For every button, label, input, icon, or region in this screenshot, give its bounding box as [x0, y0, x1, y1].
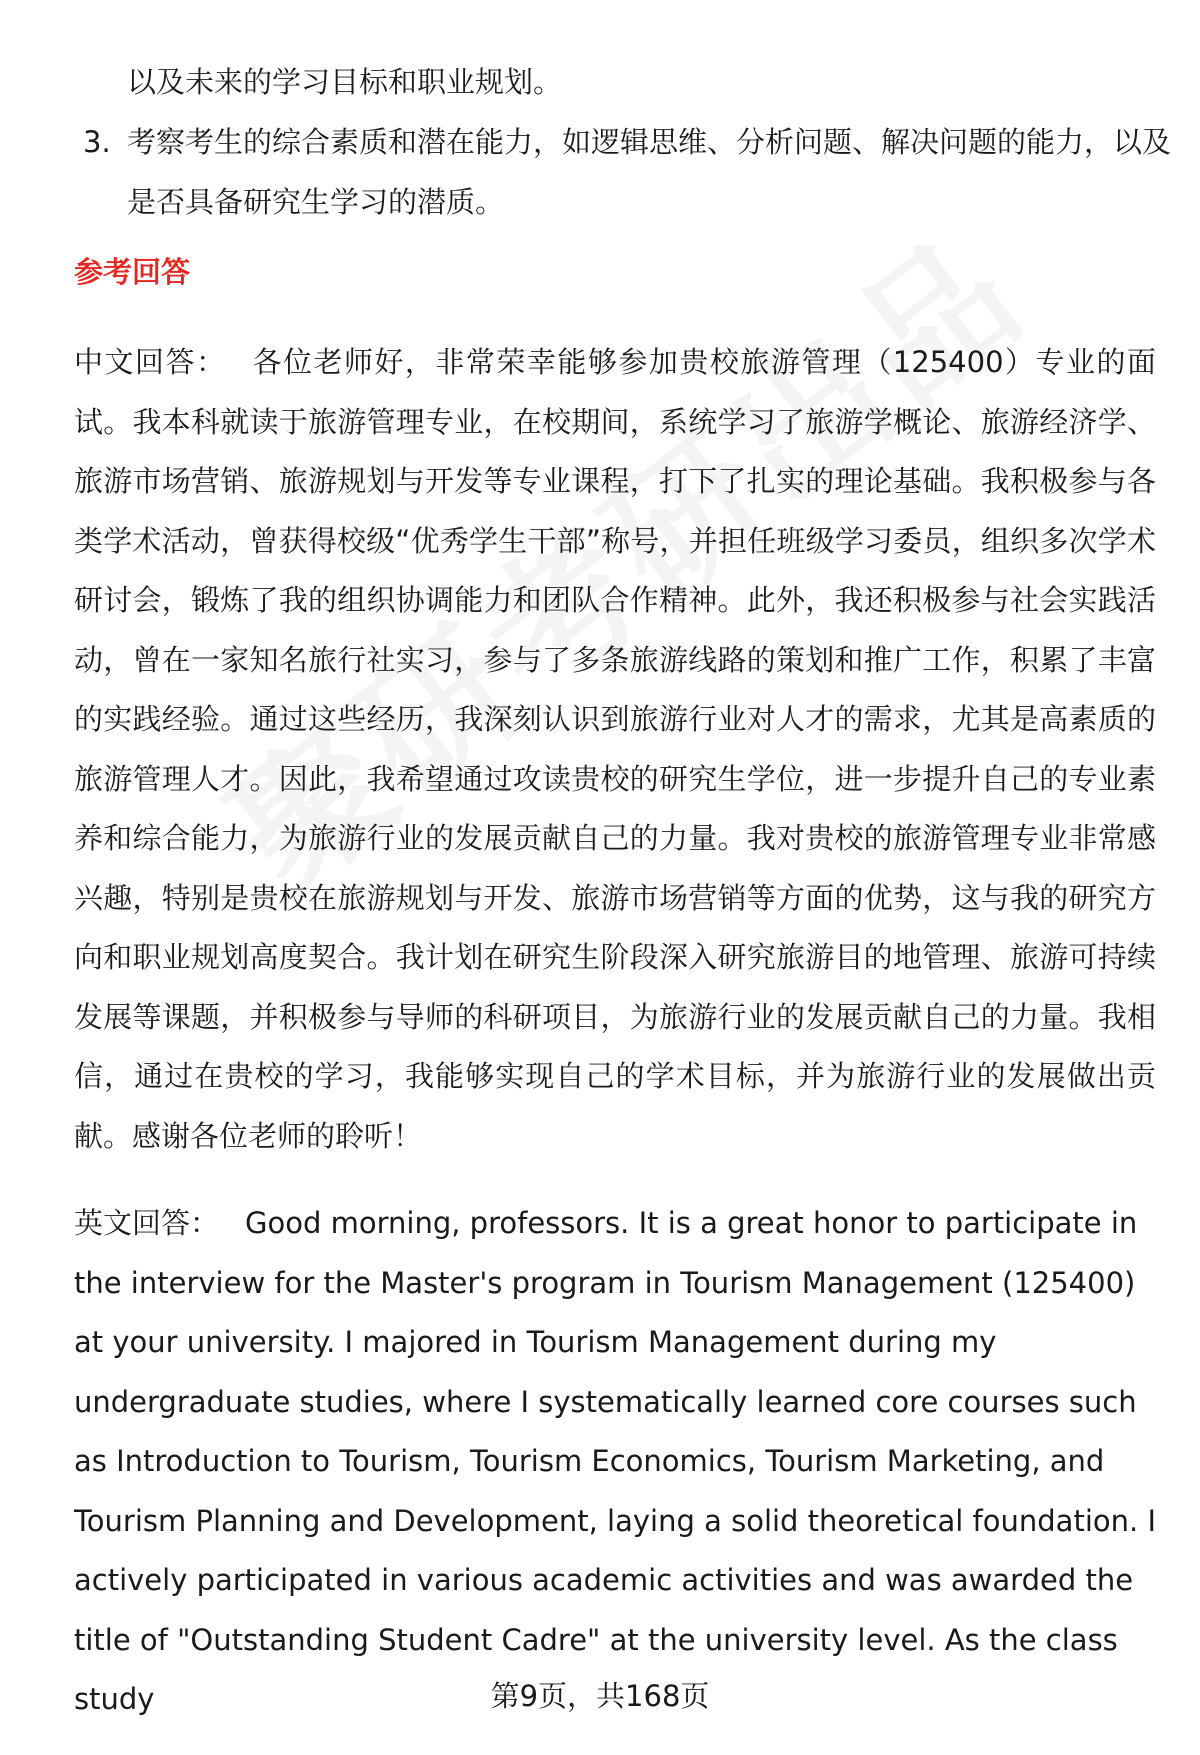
chinese-answer-text: 各位老师好，非常荣幸能够参加贵校旅游管理（125400）专业的面试。我本科就读于旅游管理专业，在校期间，系统学习了旅游学概论、旅游经济学、旅游市场营销、旅游规划与开发等专业课程，打下了扎实的理论基础。我积极参与各类学术活动，曾获得校级“优秀学生干部”称号，并担任班级学习委员，组织多次学术研讨会，锻炼了我的组织协调能力和团队合作精神。此外，我还积极参与社会实践活动，曾在一家知名旅行社实习，参与了多条旅游线路的策划和推广工作，积累了丰富的实践经验。通过这些经历，我深刻认识到旅游行业对人才的需求，尤其是高素质的旅游管理人才。因此，我希望通过攻读贵校的研究生学位，进一步提升自己的专业素养和综合能力，为旅游行业的发展贡献自己的力量。我对贵校的旅游管理专业非常感兴趣，特别是贵校在旅游规划与开发、旅游市场营销等方面的优势，这与我的研究方向和职业规划高度契合。我计划在研究生阶段深入研究旅游目的地管理、旅游可持续发展等课题，并积极参与导师的科研项目，为旅游行业的发展贡献自己的力量。我相信，通过在贵校的学习，我能够实现自己的学术目标，并为旅游行业的发展做出贡献。感谢各位老师的聆听！ [74, 345, 1156, 1153]
english-answer-paragraph [74, 1194, 1164, 1730]
english-answer-label: 英文回答： [74, 1206, 220, 1240]
list-item-text: 考察考生的综合素质和潜在能力，如逻辑思维、分析问题、解决问题的能力，以及是否具备研究生学习的潜质。 [127, 125, 1172, 219]
chinese-answer-label: 中文回答： [74, 345, 227, 379]
list-item [83, 112, 1173, 232]
page-number-footer: 第9页，共168页 [490, 1679, 710, 1713]
english-answer-text: Good morning, professors. It is a great honor to participate in the interview for the Master's program in Tourism Management (125400) at your university. I majored in Tourism Management during my undergraduate studies, where I systematically learned core courses such as Introduction to Tourism, Tourism Economics, Tourism Marketing, and Tourism Planning and Development, laying a solid theoretical foundation. I actively participated in various academic activities and was awarded the title of "Outstanding Student Cadre" at the university level. As the class study [74, 1206, 1156, 1716]
list-continuation-text: 以及未来的学习目标和职业规划。 [127, 65, 563, 99]
chinese-answer-paragraph [74, 333, 1156, 1166]
section-heading: 参考回答 [74, 255, 191, 289]
list-item-number: 3. [83, 125, 111, 159]
